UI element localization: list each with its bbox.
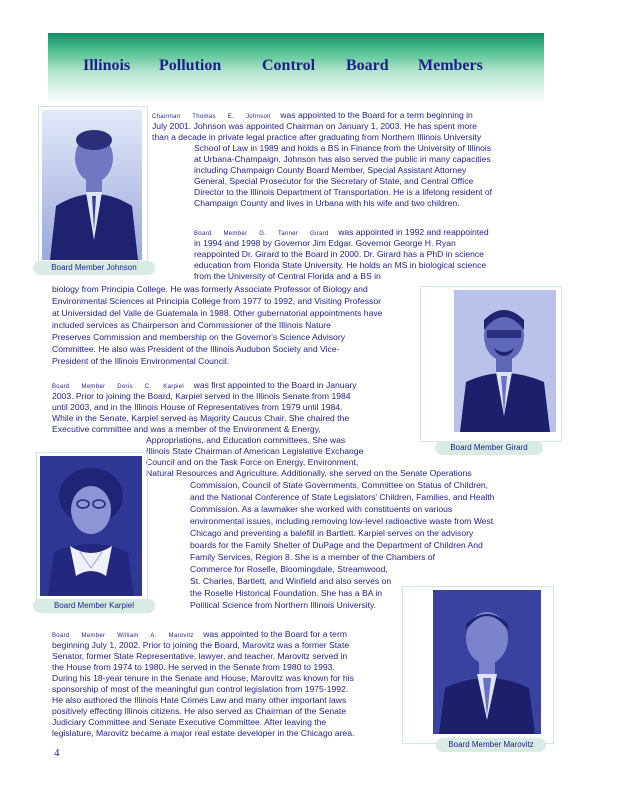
karpiel-line-12: Commission. As a lawmaker she worked with constituents on various xyxy=(190,504,453,514)
karpiel-line-18: St. Charles, Bartlett, and Winfield and also serves on xyxy=(190,576,392,586)
girard-line-8: at Universidad del Valle de Guatemala in 1988. Other gubernatorial appointments have xyxy=(52,308,383,318)
johnson-line-5: at Urbana-Champaign. Johnson has also served the public in many capacities xyxy=(194,154,491,164)
karpiel-line-2: 2003. Prior to joining the Board, Karpiel served in the Illinois Senate from 1984 xyxy=(52,391,351,401)
title-word-2: Pollution xyxy=(159,57,222,74)
karpiel-line-7: Illinois State Chairman of American Legislative Exchange xyxy=(146,446,364,456)
johnson-lead: Chairman Thomas E. Johnson xyxy=(152,114,271,120)
girard-line-11: Committee. He also was President of the Illinois Audubon Society and Vice- xyxy=(52,344,340,354)
karpiel-line-6: Appropriations, and Education committees. She was xyxy=(146,435,346,445)
girard-line-12: President of the Illinois Environmental Council. xyxy=(52,356,230,366)
girard-line-3: reappointed Dr. Girard to the Board in 2000. Dr. Girard has a PhD in science xyxy=(194,249,484,259)
karpiel-line-8: Council and on the Task Force on Energy, Environment, xyxy=(146,457,359,467)
title-word-4: Board xyxy=(346,57,389,74)
marovitz-line-9: Judiciary Committee and Senate Executive Committee. After leaving the xyxy=(52,717,327,727)
marovitz-line-10: legislature, Marovitz became a major real estate developer in the Chicago area. xyxy=(52,728,355,738)
marovitz-caption: Board Member Marovitz xyxy=(436,738,546,752)
johnson-caption: Board Member Johnson xyxy=(33,261,155,275)
johnson-line-1-text: was appointed to the Board for a term beginning in xyxy=(280,110,473,120)
marovitz-line-4: the House from 1974 to 1980. He served in the Senate from 1980 to 1993. xyxy=(52,662,335,672)
karpiel-line-20: Political Science from Northern Illinois University. xyxy=(190,600,377,610)
girard-photo xyxy=(454,290,556,432)
karpiel-line-5: Executive committee and was a member of the Environment & Energy, xyxy=(52,424,321,434)
karpiel-line-15: boards for the Family Shelter of DuPage and the Department of Children And xyxy=(190,540,483,550)
girard-line-2: in 1994 and 1998 by Governor Jim Edgar. Governor George H. Ryan xyxy=(194,238,456,248)
karpiel-line-4: While in the Senate, Karpiel served as Majority Caucus Chair. She chaired the xyxy=(52,413,350,423)
marovitz-line-3: Senator, former State Representative, lawyer, and teacher. Marovitz served in xyxy=(52,651,348,661)
girard-lead: Board Member G. Tanner Girard xyxy=(194,231,329,237)
karpiel-caption: Board Member Karpiel xyxy=(33,599,155,613)
title-word-3: Control xyxy=(262,57,316,74)
karpiel-line-17: Commerce for Roselle, Bloomingdale, Streamwood, xyxy=(190,564,388,574)
girard-line-5: from the University of Central Florida and a BS in xyxy=(194,271,381,281)
johnson-line-8: Director to the Illinois Department of Transportation. He is a lifelong resident of xyxy=(194,187,493,197)
marovitz-photo xyxy=(433,590,541,734)
marovitz-line-6: sponsorship of most of the meaningful gun control legislation from 1975-1992. xyxy=(52,684,349,694)
marovitz-line-1-text: was appointed to the Board for a term xyxy=(203,629,347,639)
title-word-1: Illinois xyxy=(83,57,131,74)
marovitz-line-5: During his 18-year tenure in the Senate and House, Marovitz was known for his xyxy=(52,673,354,683)
karpiel-line-9: Natural Resources and Agriculture. Additionally, she served on the Senate Operations xyxy=(146,468,472,478)
girard-line-1-text: was appointed in 1992 and reappointed xyxy=(338,227,489,237)
karpiel-line-13: environmental issues, including removing low-level radioactive waste from West xyxy=(190,516,494,526)
karpiel-line-16: Family Services, Region 8. She is a member of the Chambers of xyxy=(190,552,436,562)
johnson-line-2: July 2001. Johnson was appointed Chairman on January 1, 2003. He has spent more xyxy=(152,121,477,131)
title-word-5: Members xyxy=(418,57,483,74)
girard-line-4: education from Florida State University. He holds an MS in biological science xyxy=(194,260,487,270)
karpiel-photo xyxy=(40,456,142,596)
johnson-line-3: than a decade in private legal practice after graduating from Northern Illinois University xyxy=(152,132,482,142)
girard-line-10: Preserves Commission and membership on the Governor's Science Advisory xyxy=(52,332,345,342)
page-number: 4 xyxy=(54,747,60,759)
karpiel-line-3: until 2003, and in the Illinois House of Representatives from 1979 until 1984. xyxy=(52,402,343,412)
marovitz-line-2: beginning July 1, 2002. Prior to joining the Board, Marovitz was a former State xyxy=(52,640,350,650)
johnson-line-9: Champaign County and lives in Urbana with his wife and two children. xyxy=(194,198,460,208)
johnson-line-6: including Champaign County Board Member, Special Assistant Attorney xyxy=(194,165,467,175)
girard-caption: Board Member Girard xyxy=(435,441,543,455)
johnson-line-7: General, Special Prosecutor for the Secretary of State, and Central Office xyxy=(194,176,474,186)
marovitz-line-8: positively effecting Illinois citizens. He also served as Chairman of the Senate xyxy=(52,706,347,716)
girard-line-6: biology from Principia College. He was formerly Associate Professor of Biology and xyxy=(52,284,368,294)
girard-line-7: Environmental Sciences at Principia College from 1977 to 1992, and Visiting Professor xyxy=(52,296,381,306)
marovitz-lead: Board Member William A. Marovitz xyxy=(52,633,194,639)
karpiel-line-11: and the National Conference of State Legislators' Children, Families, and Health xyxy=(190,492,495,502)
girard-line-9: included services as Chairperson and Commissioner of the Illinois Nature xyxy=(52,320,331,330)
karpiel-lead: Board Member Doris C. Karpiel xyxy=(52,384,185,390)
johnson-photo xyxy=(42,110,142,260)
johnson-line-4: School of Law in 1989 and holds a BS in Finance from the University of Illinois xyxy=(194,143,492,153)
marovitz-line-7: He also authored the Illinois Hate Crimes Law and many other important laws xyxy=(52,695,347,705)
karpiel-line-10: Commission, Council of State Governments, Committee on Status of Children, xyxy=(190,480,489,490)
karpiel-line-14: Chicago and preventing a balefill in Bartlett. Karpiel serves on the advisory xyxy=(190,528,474,538)
karpiel-line-19: the Roselle Historical Foundation. She has a BA in xyxy=(190,588,383,598)
karpiel-line-1-text: was first appointed to the Board in January xyxy=(193,380,357,390)
